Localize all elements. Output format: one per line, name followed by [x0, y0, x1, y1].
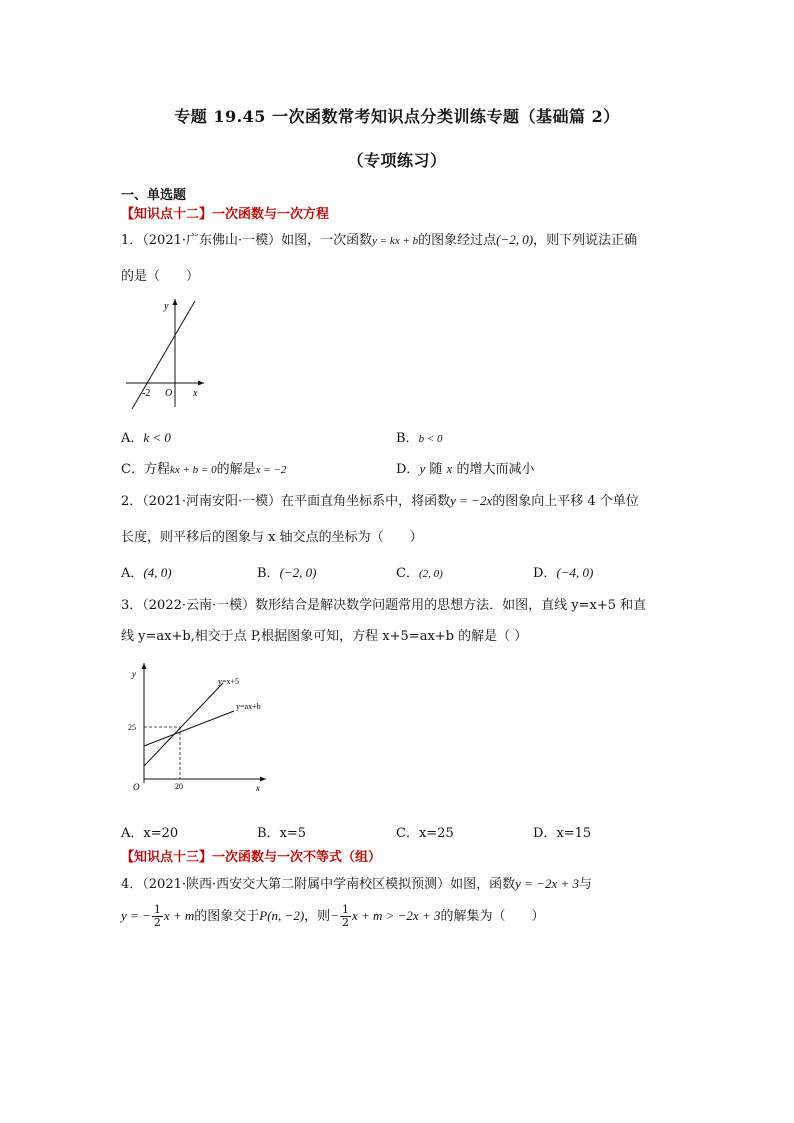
- page-title: 专题 19.45 一次函数常考知识点分类训练专题（基础篇 2）: [174, 107, 620, 126]
- question-1-line1: 1．（2021·广东佛山·一模）如图，一次函数y = kx + b的图象经过点(−2, 0)，则下列说法正确: [121, 232, 638, 248]
- question-3-graph: [118, 655, 278, 797]
- question-3-line2: 线 y=ax+b,相交于点 P,根据图象可知，方程 x+5=ax+b 的解是（ ）: [121, 629, 528, 644]
- line-y-eq-ax-plus-b: [144, 711, 234, 746]
- q2-option-c[interactable]: C．(2, 0): [396, 566, 443, 581]
- knowledge-point-13: 【知识点十三】一次函数与一次不等式（组）: [121, 850, 382, 865]
- page-subtitle: （专项练习）: [347, 151, 447, 170]
- q3-option-c[interactable]: C．x=25: [396, 826, 454, 841]
- section-heading: 一、单选题: [121, 188, 187, 203]
- question-2-line2: 长度，则平移后的图象与 x 轴交点的坐标为（ ）: [121, 530, 423, 545]
- q2-option-a[interactable]: A．(4, 0): [121, 565, 172, 581]
- q1-option-d[interactable]: D．y 随 x 的增大而减小: [396, 461, 535, 477]
- x-axis-arrow: [198, 381, 204, 386]
- q2-option-b[interactable]: B．(−2, 0): [257, 565, 317, 581]
- knowledge-point-12: 【知识点十二】一次函数与一次方程: [121, 207, 330, 222]
- q3-option-a[interactable]: A．x=20: [121, 826, 179, 841]
- fraction-half: $\frac{1}{2}$: [153, 903, 161, 929]
- q3-option-d[interactable]: D．x=15: [533, 826, 592, 841]
- x-axis-label: x: [256, 783, 260, 793]
- question-3-line1: 3．（2022·云南·一模）数形结合是解决数学问题常用的思想方法．如图，直线 y=x+5 和直: [121, 598, 647, 613]
- question-2-line1: 2．（2021·河南安阳·一模）在平面直角坐标系中，将函数y = −2x的图象向上平移 4 个单位: [121, 493, 639, 509]
- q1-option-c[interactable]: C．方程kx + b = 0的解是x = −2: [121, 462, 287, 477]
- x-axis-label: x: [193, 388, 198, 399]
- y-axis-label: y: [132, 669, 136, 679]
- q2-option-d[interactable]: D．(−4, 0): [533, 565, 594, 581]
- x-axis-arrow: [260, 777, 266, 782]
- origin-label: O: [165, 388, 173, 399]
- q1-option-a[interactable]: A．k < 0: [121, 430, 171, 446]
- q3-option-b[interactable]: B．x=5: [257, 826, 307, 841]
- question-4-line2: y = − $\frac{1}{2}$ x + m的图象交于P(n, −2)，则− $\frac{1}{2}$ x + m > −2x + 3的解集为（ ）: [121, 903, 545, 929]
- y-axis-label: y: [164, 301, 169, 312]
- question-1-line2: 的是（ ）: [121, 269, 200, 284]
- question-1-graph: [120, 295, 220, 415]
- q1-option-b[interactable]: B．b < 0: [396, 431, 443, 446]
- y-tick-25: 25: [128, 723, 136, 732]
- fraction-half-2: $\frac{1}{2}$: [341, 903, 349, 929]
- question-4-line1: 4．（2021·陕西·西安交大第二附属中学南校区模拟预测）如图，函数y = −2x + 3与: [121, 876, 592, 892]
- x-tick-20: 20: [175, 782, 183, 791]
- y-axis-arrow: [173, 299, 178, 305]
- y-axis-arrow: [142, 663, 147, 669]
- tick-label-minus2: -2: [142, 388, 151, 399]
- line1-label: y=x+5: [218, 677, 240, 686]
- line2-label: y=ax+b: [236, 702, 261, 711]
- origin-label: O: [133, 782, 140, 792]
- line-y-eq-x-plus-5: [144, 683, 223, 766]
